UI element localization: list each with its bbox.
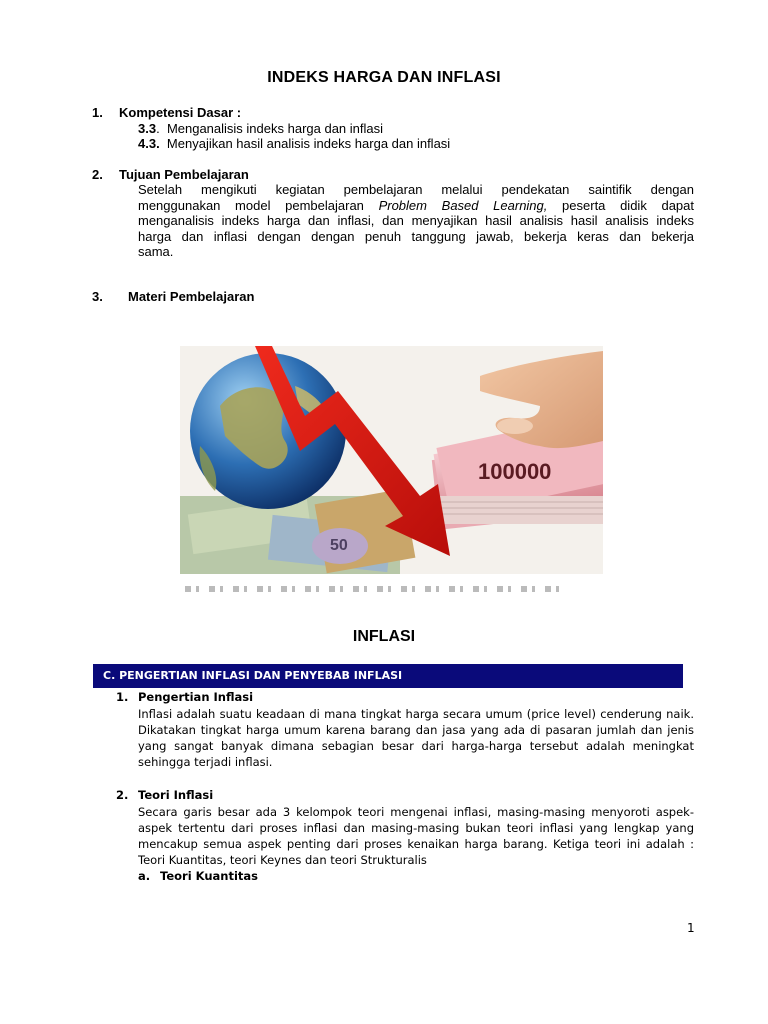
banknote-value-label: 100000 xyxy=(478,459,552,484)
section-1-number: 1. xyxy=(92,105,103,120)
paragraph-line: menggunakan model pembelajaran Problem Based Learning, peserta didik dapat xyxy=(138,197,695,213)
kd-item-text: Menyajikan hasil analisis indeks harga dan inflasi xyxy=(166,136,451,151)
section-1-heading: Kompetensi Dasar : xyxy=(119,105,242,120)
section-3-heading: Materi Pembelajaran xyxy=(128,289,255,304)
section-2-heading: Tujuan Pembelajaran xyxy=(119,167,249,182)
kd-item-3-3 xyxy=(138,121,383,136)
paragraph-line: Setelah mengikuti kegiatan pembelajaran melalui pendekatan saintifik dengan xyxy=(138,182,694,197)
kd-item-code: 4.3. xyxy=(138,136,160,151)
paragraph-line: Teori Kuantitas, teori Keynes dan teori Strukturalis xyxy=(138,853,427,867)
section-2-number: 2. xyxy=(92,167,103,182)
c1-heading: Pengertian Inflasi xyxy=(138,690,254,704)
paragraph-line: Inflasi adalah suatu keadaan di mana tingkat harga secara umum (price level) cenderung naik. xyxy=(138,707,694,721)
c2-paragraph xyxy=(138,804,694,868)
sub-letter: a. xyxy=(138,869,151,883)
paragraph-line: aspek tertentu dari proses inflasi dan masing-masing bukan teori inflasi yang lengkap yang xyxy=(138,821,694,835)
kd-item-text: Menganalisis indeks harga dan inflasi xyxy=(166,121,384,136)
paragraph-line: harga dan inflasi dengan dengan penuh tanggung jawab, bekerja keras dan bekerja xyxy=(138,228,694,244)
sub-label: Teori Kuantitas xyxy=(160,869,259,883)
paragraph-line: Dikatakan tingkat harga umum karena barang dan jasa yang ada di pasaran jumlah dan jenis xyxy=(138,723,694,737)
c2-sub-a xyxy=(138,869,258,883)
section-c-banner: C. PENGERTIAN INFLASI DAN PENYEBAB INFLASI xyxy=(93,664,683,688)
c2-heading: Teori Inflasi xyxy=(138,788,214,802)
paragraph-line: menganalisis indeks harga dan inflasi, dan menyajikan hasil analisis hasil analisis indeks xyxy=(138,213,694,229)
coin-value-label: 50 xyxy=(330,537,348,554)
page-number: 1 xyxy=(687,921,695,935)
kd-item-code: 3.3 xyxy=(138,121,157,136)
inflasi-heading: INFLASI xyxy=(352,628,416,645)
kd-item-4-3 xyxy=(138,136,450,151)
image-caption-fragment xyxy=(185,586,565,592)
c2-number: 2. xyxy=(116,788,129,802)
paragraph-line: Secara garis besar ada 3 kelompok teori mengenai inflasi, masing-masing menyoroti aspek- xyxy=(138,805,694,819)
section-3-number: 3. xyxy=(92,289,103,304)
kd-item-sep: . xyxy=(156,121,160,136)
tujuan-paragraph xyxy=(138,182,694,260)
c1-paragraph xyxy=(138,706,694,770)
document-title: INDEKS HARGA DAN INFLASI xyxy=(267,69,501,86)
inflation-illustration xyxy=(180,346,603,574)
c1-number: 1. xyxy=(116,690,129,704)
paragraph-line: sehingga terjadi inflasi. xyxy=(138,755,273,769)
paragraph-line: sama. xyxy=(138,244,174,260)
paragraph-line: mencakup semua aspek penting dari proses kenaikan harga barang. Ketiga teori ini adalah : xyxy=(138,837,694,851)
paragraph-line: yang sangat banyak dimana sebagian besar dari harga-harga tersebut adalah meningkat xyxy=(138,739,694,753)
